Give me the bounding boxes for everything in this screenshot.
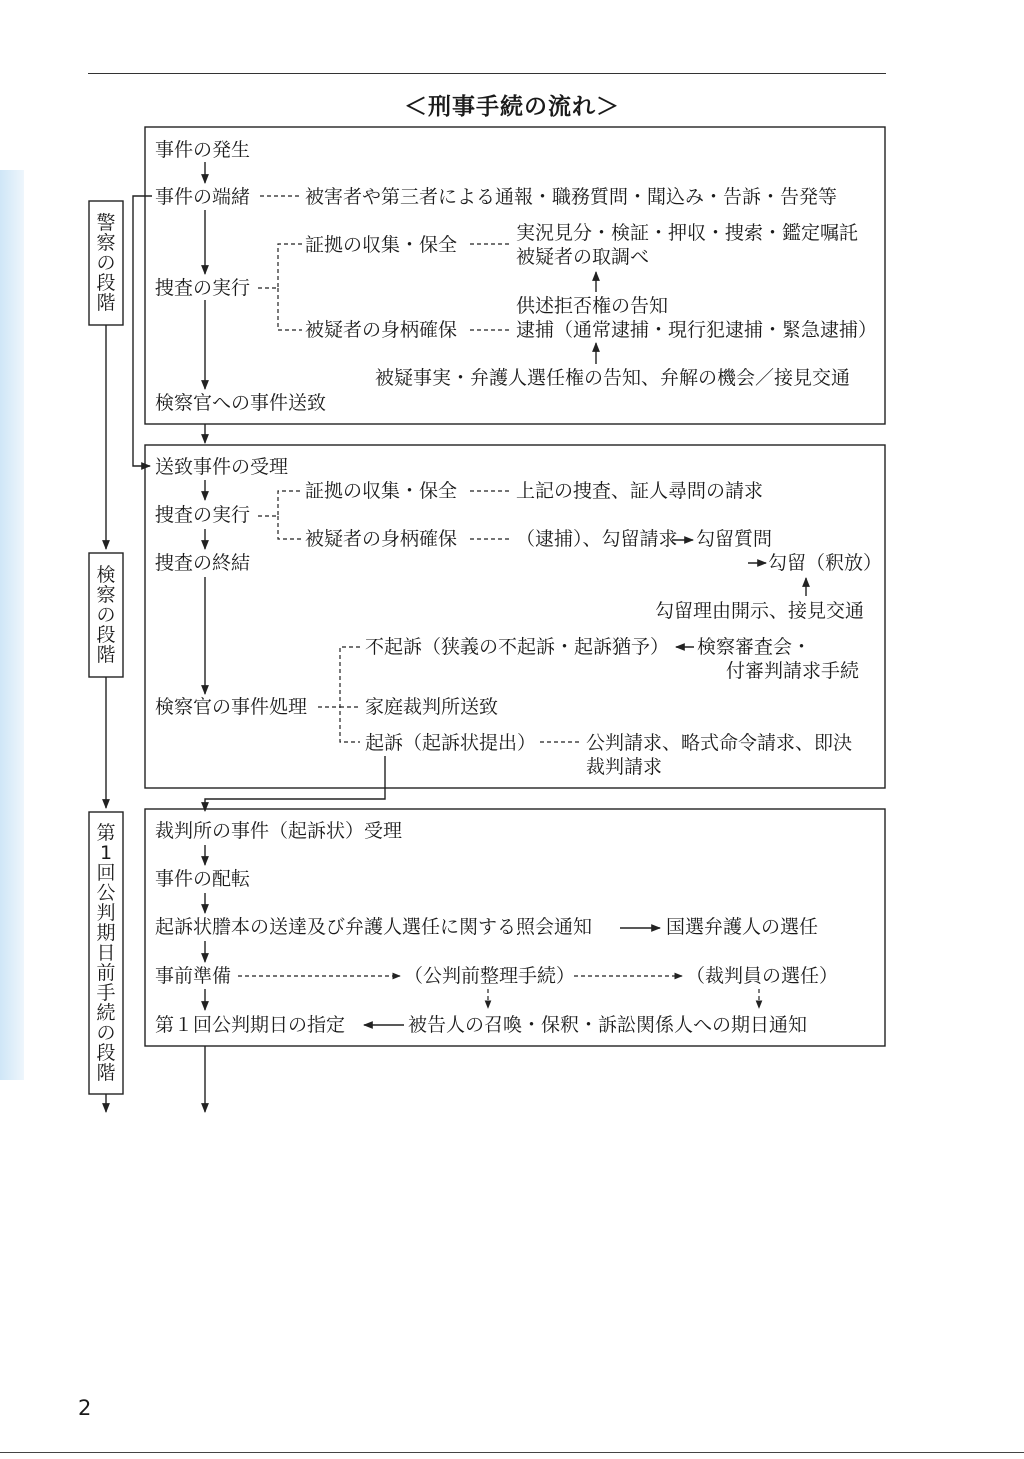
review-1: 検察審査会・ [697,636,812,658]
custody-detail: （逮捕）、勾留請求 [516,528,678,550]
node-family-court: 家庭裁判所送致 [365,696,499,718]
indictment-detail-2: 裁判請求 [586,756,663,778]
node-court-receipt: 裁判所の事件（起訴状）受理 [155,820,403,842]
detention-disclosure: 勾留理由開示、接見交通 [655,600,865,622]
node-public-defender: 国選弁護人の選任 [666,916,819,938]
node-pretrial-procedure: （公判前整理手続） [404,965,576,987]
review-2: 付審判請求手続 [726,660,860,682]
node-evidence-collection-2: 証拠の収集・保全 [305,480,458,502]
node-trigger: 事件の端緒 [155,186,251,208]
trigger-detail: 被害者や第三者による通報・職務質問・聞込み・告訴・告発等 [305,186,838,208]
node-custody: 被疑者の身柄確保 [305,319,458,341]
node-service: 起訴状謄本の送達及び弁護人選任に関する照会通知 [155,916,593,938]
evidence-detail-3: 上記の捜査、証人尋問の請求 [516,480,764,502]
node-lay-judge: （裁判員の選任） [686,965,839,987]
node-summons: 被告人の召喚・保釈・訴訟関係人への期日通知 [408,1014,808,1036]
stage-label-police: 警察の段階 [96,212,116,314]
bottom-rule [0,1452,1024,1453]
indictment-detail-1: 公判請求、略式命令請求、即決 [586,732,853,754]
detention-question: 勾留質問 [696,528,773,550]
evidence-detail-1: 実況見分・検証・押収・捜索・鑑定嘱託 [516,222,859,244]
stage-label-pretrial: 第1回公判期日前手続の段階 [96,822,116,1084]
node-assignment: 事件の配転 [155,868,251,890]
rights-notice: 被疑事実・弁護人選任権の告知、弁解の機会／接見交通 [375,367,851,389]
evidence-detail-2: 被疑者の取調べ [516,246,650,268]
node-evidence-collection: 証拠の収集・保全 [305,234,458,256]
arrest-types: 逮捕（通常逮捕・現行犯逮捕・緊急逮捕） [516,319,878,341]
node-investigation: 捜査の実行 [155,277,251,299]
silence-notice: 供述拒否権の告知 [516,295,669,317]
node-non-prosecution: 不起訴（狭義の不起訴・起訴猶予） [365,636,670,658]
node-indictment: 起訴（起訴状提出） [365,732,537,754]
node-conclusion: 捜査の終結 [155,552,251,574]
node-investigation-2: 捜査の実行 [155,504,251,526]
node-receipt: 送致事件の受理 [155,456,289,478]
node-referral: 検察官への事件送致 [155,392,327,414]
node-occurrence: 事件の発生 [155,139,251,161]
detention: 勾留（釈放） [768,552,883,574]
page-number: 2 [78,1396,92,1420]
stage-label-prosecutor: 検察の段階 [96,564,116,666]
node-preparation: 事前準備 [155,965,232,987]
node-custody-2: 被疑者の身柄確保 [305,528,458,550]
node-first-date: 第１回公判期日の指定 [155,1014,346,1036]
node-disposition: 検察官の事件処理 [155,696,308,718]
page-title: ＜刑事手続の流れ＞ [404,94,620,120]
